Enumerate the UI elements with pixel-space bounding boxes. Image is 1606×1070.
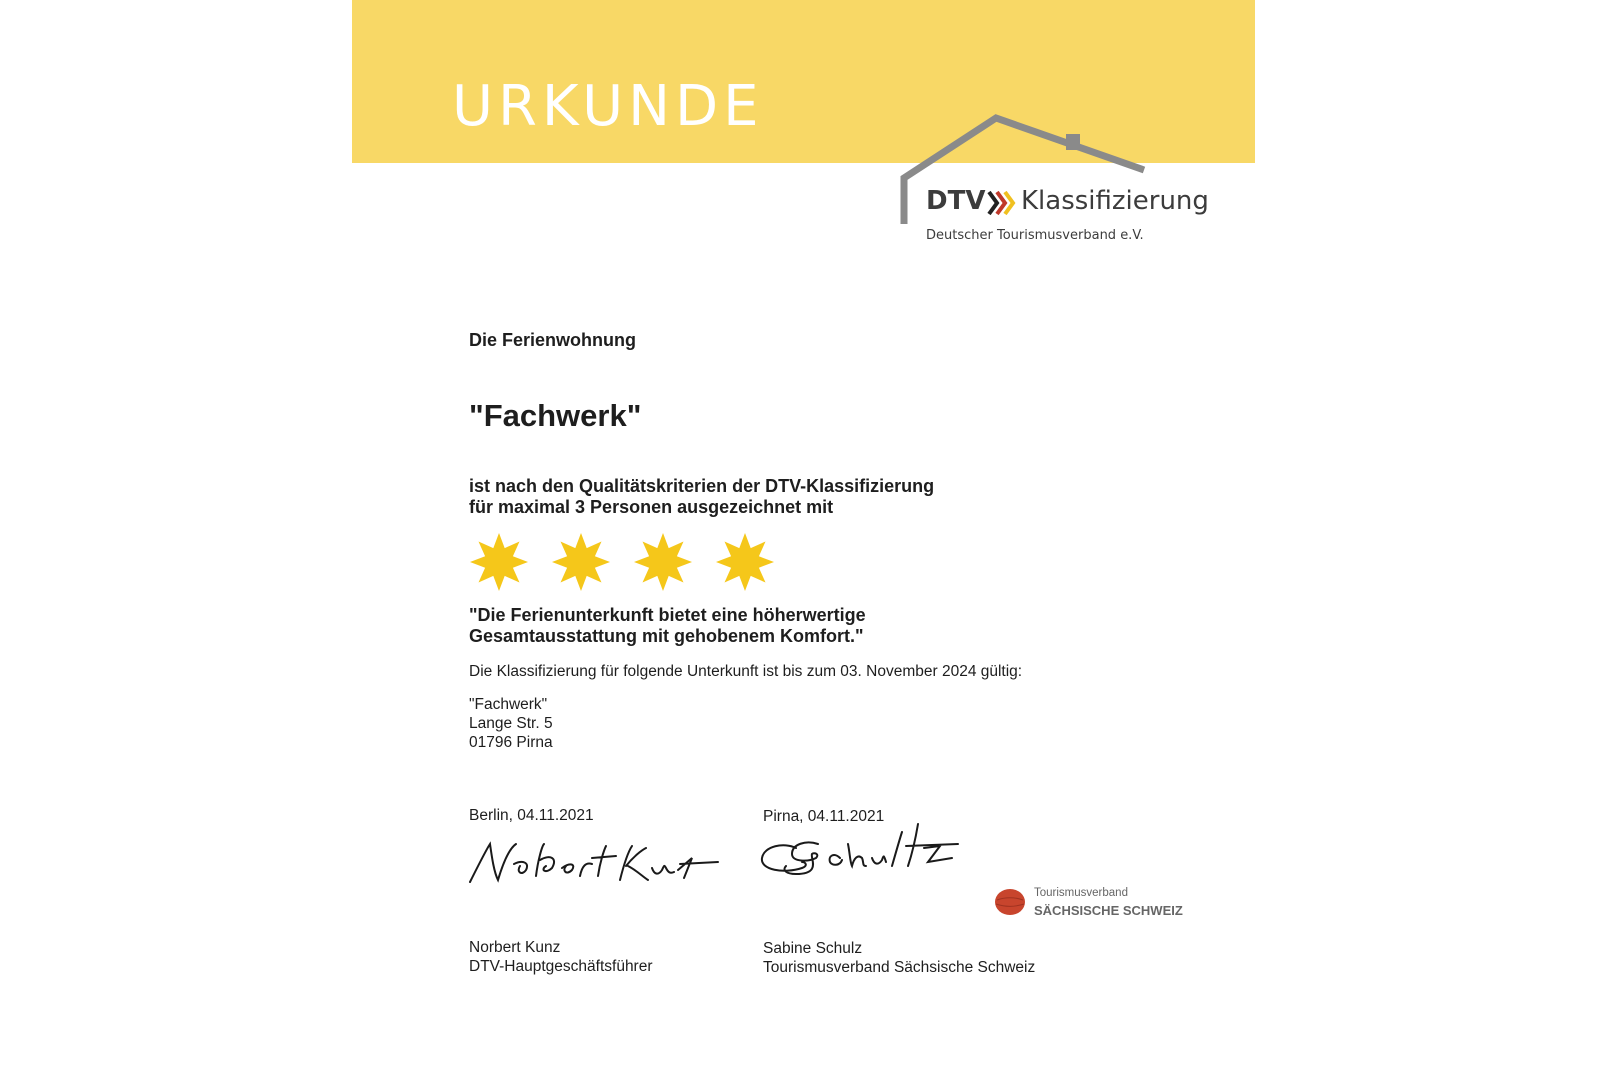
intro-text: Die Ferienwohnung [469,330,637,350]
address-name: "Fachwerk" [469,696,548,713]
star-icon [716,533,774,591]
partner-logo-line1: Tourismusverband [1034,887,1128,899]
logo-name: Klassifizierung [1021,186,1209,216]
star-icon [470,533,528,591]
chevrons-icon [986,189,1016,217]
signatory-name: Sabine Schulz [763,940,863,957]
quote-line: "Die Ferienunterkunft bietet eine höherwertige [469,605,866,625]
address-city: 01796 Pirna [469,734,553,751]
logo-subtitle: Deutscher Tourismusverband e.V. [926,228,1144,243]
signatory-role: Tourismusverband Sächsische Schweiz [763,959,1036,976]
star-rating [469,533,789,591]
left-place-date: Berlin, 04.11.2021 [469,807,594,824]
address-street: Lange Str. 5 [469,715,553,732]
partner-logo-icon [993,887,1027,917]
signatory-name: Norbert Kunz [469,939,561,956]
quote-line: Gesamtausstattung mit gehobenem Komfort." [469,626,864,646]
property-name: "Fachwerk" [469,398,642,433]
criteria-line: ist nach den Qualitätskriterien der DTV-Klassifizierung [469,476,935,496]
logo-brand: DTV [926,186,986,216]
signatory-role: DTV-Hauptgeschäftsführer [469,958,653,975]
validity-text: Die Klassifizierung für folgende Unterkunft ist bis zum 03. November 2024 gültig: [469,663,1023,680]
right-signatory [763,939,1035,977]
star-icon [634,533,692,591]
certificate-title: URKUNDE [452,74,764,139]
signature-norbert-kunz [466,836,722,888]
quality-quote [469,605,866,647]
star-icon [552,533,610,591]
signature-sabine-schulz [762,824,958,874]
criteria-text [469,476,934,518]
criteria-line: für maximal 3 Personen ausgezeichnet mit [469,497,834,517]
address-block [469,695,553,752]
right-place-date: Pirna, 04.11.2021 [763,808,885,825]
left-signatory [469,938,653,976]
partner-logo-line2: SÄCHSISCHE SCHWEIZ [1034,903,1183,918]
